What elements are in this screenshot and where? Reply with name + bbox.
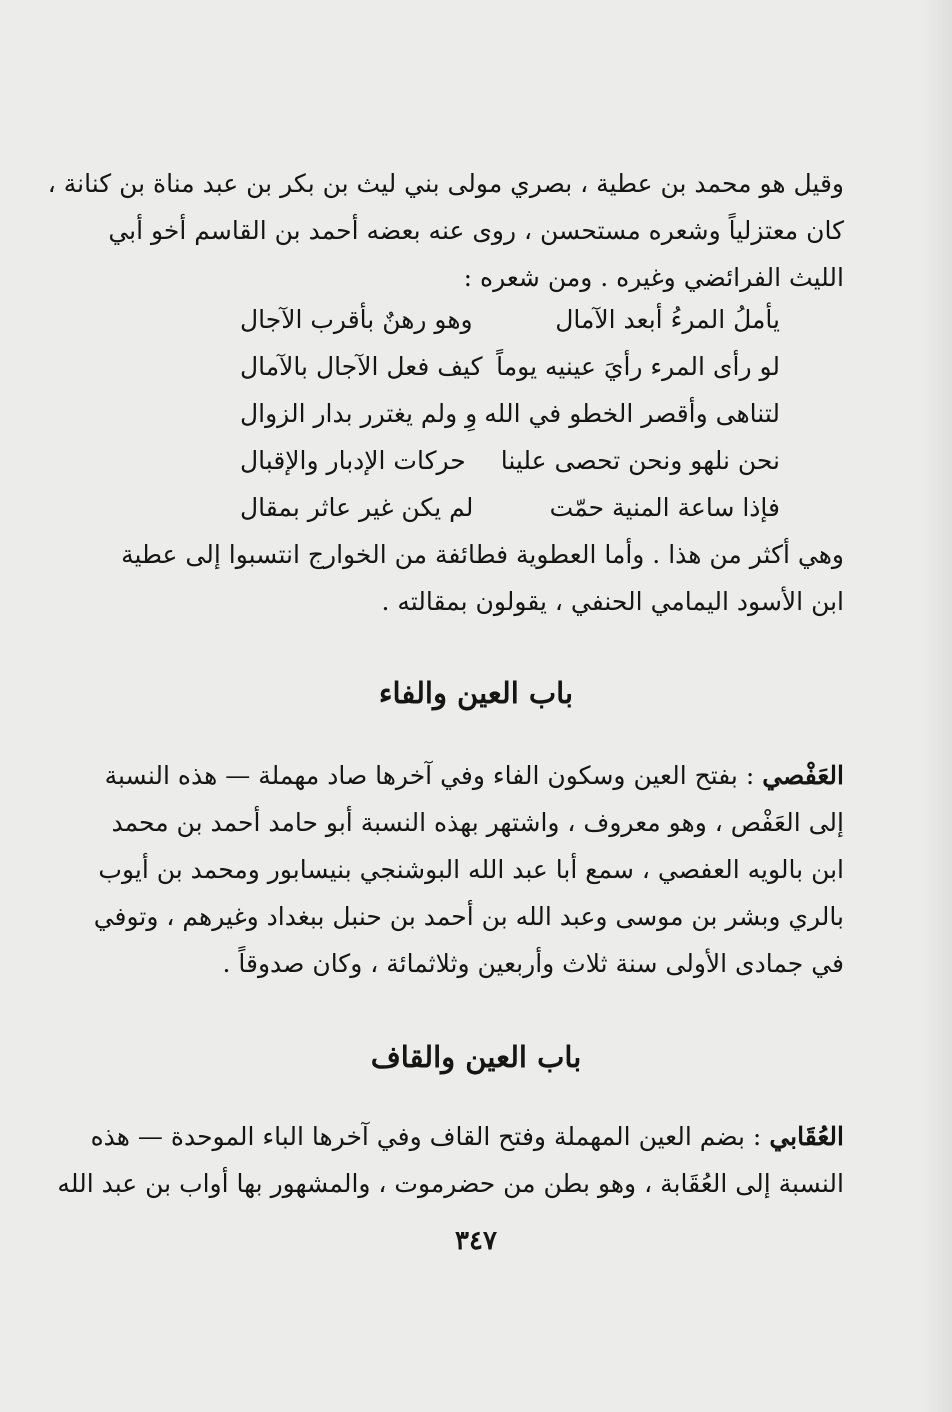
section-heading: باب العين والقاف: [370, 1040, 582, 1074]
poem: [240, 296, 780, 531]
text-line: في جمادى الأولى سنة ثلاث وأربعين وثلاثمائة ، وكان صدوقاً .: [222, 949, 844, 978]
verse-second-hemistich: حركات الإدبار والإقبال: [240, 446, 466, 475]
paragraph-intro: [47, 160, 844, 301]
entry-definition: : بضم العين المهملة وفتح القاف وفي آخرها الباء الموحدة — هذه: [90, 1122, 770, 1151]
verse-first-hemistich: نحن نلهو ونحن تحصى علينا: [500, 446, 780, 475]
text-line: وقيل هو محمد بن عطية ، بصري مولى بني ليث بن بكر بن عبد مناة بن كنانة ،: [47, 169, 844, 198]
verse-second-hemistich: وهو رهنٌ بأقرب الآجال: [240, 305, 473, 334]
verse-first-hemistich: فإذا ساعة المنية حمّت: [549, 493, 780, 522]
entry-definition: : بفتح العين وسكون الفاء وفي آخرها صاد مهملة — هذه النسبة: [104, 761, 763, 790]
poem-verse: [240, 484, 780, 531]
verse-first-hemistich: يأملُ المرءُ أبعد الآمال: [555, 305, 780, 334]
text-line: [104, 752, 844, 799]
entry-alafsi: [93, 752, 844, 987]
entry-term: العُقَابي: [769, 1122, 844, 1151]
verse-second-hemistich: وِ ولم يغترر بدار الزوال: [240, 399, 478, 428]
poem-verse: [240, 296, 780, 343]
text-line: كان معتزلياً وشعره مستحسن ، روى عنه بعضه أحمد بن القاسم أخو أبي: [108, 216, 844, 245]
text-line: بالري وبشر بن موسى وعبد الله بن أحمد بن حنبل ببغداد وغيرهم ، وتوفي: [93, 902, 844, 931]
paragraph-after-poem: [121, 531, 844, 625]
poem-verse: [240, 390, 780, 437]
verse-second-hemistich: لم يكن غير عاثر بمقال: [240, 493, 474, 522]
text-line: الليث الفرائضي وغيره . ومن شعره :: [463, 263, 844, 292]
entry-term: العَفْصي: [762, 761, 844, 790]
text-line: [90, 1113, 844, 1160]
text-line: وهي أكثر من هذا . وأما العطوية فطائفة من الخوارج انتسبوا إلى عطية: [121, 540, 844, 569]
text-line: النسبة إلى العُقَابة ، وهو بطن من حضرموت ، والمشهور بها أواب بن عبد الله: [57, 1169, 844, 1198]
text-line: ابن بالويه العفصي ، سمع أبا عبد الله البوشنجي بنيسابور ومحمد بن أيوب: [98, 855, 844, 884]
entry-aluqabi: [57, 1113, 844, 1207]
text-line: إلى العَفْص ، وهو معروف ، واشتهر بهذه النسبة أبو حامد أحمد بن محمد: [111, 808, 844, 837]
poem-verse: [240, 343, 780, 390]
verse-second-hemistich: كيف فعل الآجال بالآمال: [240, 352, 483, 381]
text-line: ابن الأسود اليمامي الحنفي ، يقولون بمقالته .: [381, 587, 844, 616]
poem-verse: [240, 437, 780, 484]
verse-first-hemistich: لتناهى وأقصر الخطو في الله: [484, 399, 780, 428]
page-number: ٣٤٧: [455, 1226, 497, 1256]
section-heading: باب العين والفاء: [378, 676, 574, 710]
verse-first-hemistich: لو رأى المرء رأيَ عينيه يوماً: [496, 352, 780, 381]
